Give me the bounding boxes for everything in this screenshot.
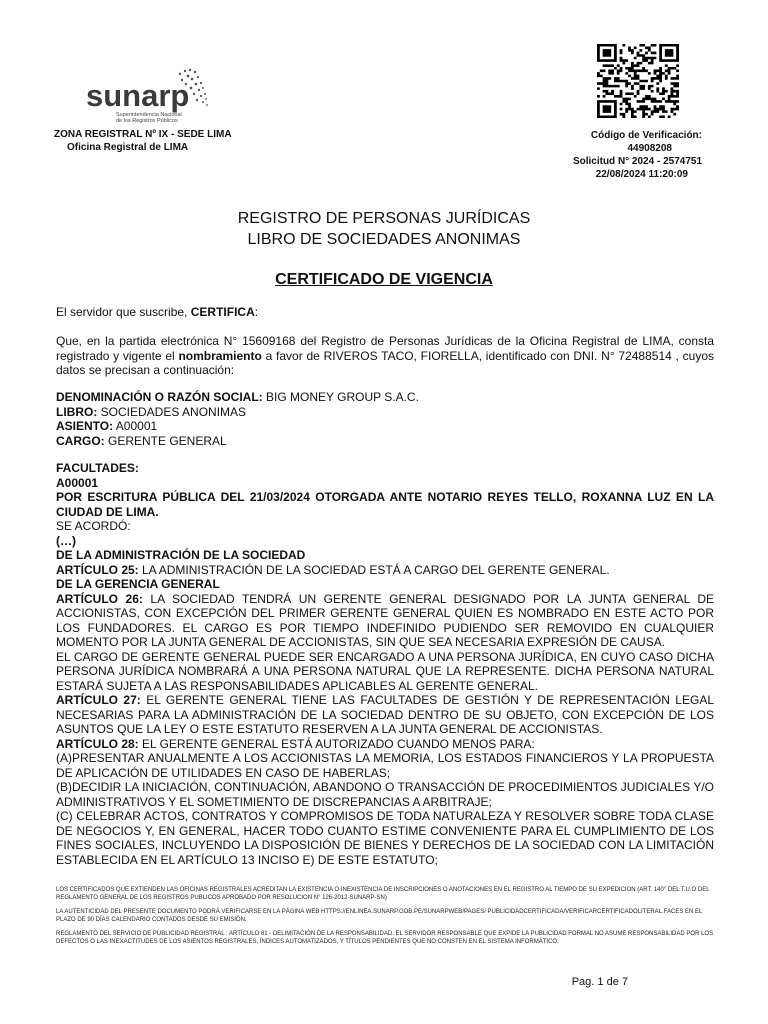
entry-row [56,419,714,434]
faculties-entry: A00001 [56,475,99,490]
article-26-label: ARTÍCULO 26: [56,591,143,606]
verification-block [573,129,702,181]
entry-value: A00001 [113,419,158,433]
nomination-text-a: Que, en la partida electrónica N° 15609168 del Registro de Personas Jurídicas de la Oficina Registral de LIMA, consta registrado y vigente el [56,334,714,363]
faculties-section [56,461,714,867]
deed-text: POR ESCRITURA PÚBLICA DEL 21/03/2024 OTORGADA ANTE NOTARIO REYES TELLO, ROXANNA LUZ EN LA CIUDAD DE LIMA. [56,490,714,519]
registry-title: REGISTRO DE PERSONAS JURÍDICAS [237,210,531,227]
article-28-item-c: (C) CELEBRAR ACTOS, CONTRATOS Y COMPROMISOS DE TODA NATURALEZA Y RESOLVER SOBRE TODA CLASE DE NEGOCIOS Y, EN GENERAL, HACER TODO CUANTO ESTIME CONVENIENTE PARA EL CUMPLIMIENTO DE LOS FINES SOCIALES, INCLUYENDO LA DISPOSICIÓN DE BIENES Y DERECHOS DE LA SOCIEDAD CON LA LIMITACIÓN ESTABLECIDA EN EL ARTÍCULO 13 INCISO E) DE ESTE ESTATUTO; [56,809,714,867]
book-title: LIBRO DE SOCIEDADES ANONIMAS [247,231,521,248]
denomination-row [56,390,714,405]
article-26-text: LA SOCIEDAD TENDRÁ UN GERENTE GENERAL DESIGNADO POR LA JUNTA GENERAL DE ACCIONISTAS, CON EXCEPCIÓN DEL PRIMER GERENTE GENERAL QUIEN ES NOMBRADO EN ESTE ACTO POR LOS FUNDADORES. EL CARGO ES POR TIEMPO INDEFINIDO PUDIENDO SER REMOVIDO EN CUALQUIER MOMENTO POR LA JUNTA GENERAL DE ACCIONISTAS, SIN QUE SEA NECESARIA EXPRESIÓN DE CAUSA. [56,591,714,649]
certifies-bold: CERTIFICA [190,305,255,319]
article-28 [56,737,714,752]
article-28-label: ARTÍCULO 28: [56,736,139,751]
article-27-label: ARTÍCULO 27: [56,693,141,707]
book-value: SOCIEDADES ANONIMAS [97,404,247,419]
position-label: CARGO: [56,433,105,448]
qr-code-icon [597,44,679,118]
logo-subtitle-1: Superintendencia Nacional [116,112,182,118]
request-number: Solicitud N° 2024 - 2574751 [572,156,702,167]
denomination-value: BIG MONEY GROUP S.A.C. [262,390,419,404]
gerencia-heading: DE LA GERENCIA GENERAL [56,577,220,591]
agreed-text: SE ACORDÓ: [56,519,131,533]
ellipsis-text: (…) [56,533,76,548]
article-28-item-a: (A)PRESENTAR ANUALMENTE A LOS ACCIONISTAS LA MEMORIA, LOS ESTADOS FINANCIEROS Y LA PROPUESTA DE APLICACIÓN DE UTILIDADES EN CASO DE HABERLAS; [56,751,714,780]
registry-zone: ZONA REGISTRAL Nº IX - SEDE LIMA [54,129,232,140]
nomination-bold: nombramiento [178,348,262,363]
position-value: GERENTE GENERAL [104,433,227,448]
issue-datetime: 22/08/2024 11:20:09 [595,169,688,180]
article-25 [56,563,714,578]
entry-label: ASIENTO: [56,419,114,433]
sunarp-logo [82,66,232,128]
footer-note-1: LOS CERTIFICADOS QUE EXTIENDEN LAS OFICINAS REGISTRALES ACREDITAN LA EXISTENCIA O INEXISTENCIA DE INSCRIPCIONES O ANOTACIONES EN EL REGISTRO AL TIEMPO DE SU EXPEDICION (ART. 140° DEL T.U.O DEL REGLAMENTO GENERAL DE LOS REGISTROS PUBLICOS APROBADO POR RESOLUCION N° 126-2012-SUNARP-SN) [56,887,710,901]
logo-subtitle-2: de los Registros Públicos [116,118,178,124]
company-details [56,390,714,448]
footer-note-2: LA AUTENTICIDAD DEL PRESENTE DOCUMENTO PODRÁ VERIFICARSE EN LA PÁGINA WEB HTTPS://ENLINEA.SUNARP.GOB.PE/SUNARPWEB/PAGES/ PUBLICIDADCERTIFICADA/VERIFICARCERTIFICADOLITERAL.FACES EN EL PLAZO DE 90 DÍAS CALENDARIO CONTADOS DESDE SU EMISIÓN. [56,909,703,923]
certificate-title: CERTIFICADO DE VIGENCIA [275,271,493,288]
article-27 [56,693,714,737]
article-26-paragraph-2: EL CARGO DE GERENTE GENERAL PUEDE SER ENCARGADO A UNA PERSONA JURÍDICA, EN CUYO CASO DICHA PERSONA JURÍDICA NOMBRARÁ A UNA PERSONA NATURAL QUE LA REPRESENTE. DICHA PERSONA NATURAL ESTARÁ SUJETA A LAS RESPONSABILIDADES APLICABLES AL GERENTE GENERAL. [56,649,714,693]
article-28-text: EL GERENTE GENERAL ESTÁ AUTORIZADO CUANDO MENOS PARA: [138,736,535,751]
registry-office: Oficina Registral de LIMA [67,142,189,153]
logo-wordmark: sunarp [86,78,190,113]
certifies-prefix: El servidor que suscribe, [56,305,191,319]
nomination-text-b: a favor de RIVEROS TACO, FIORELLA, identificado con DNI. N° 72488514 , cuyos datos se precisan a continuación: [56,348,715,377]
article-27-text: EL GERENTE GENERAL TIENE LAS FACULTADES DE GESTIÓN Y DE REPRESENTACIÓN LEGAL NECESARIAS PARA LA ADMINISTRACIÓN DE LA SOCIEDAD DENTRO DE SU OBJETO, CON EXCEPCIÓN DE LOS ASUNTOS QUE LA LEY O ESTE ESTATUTO RESERVEN A LA JUNTA GENERAL DE ACCIONISTAS. [56,693,714,736]
position-row [56,434,714,449]
verification-code: 44908208 [627,143,672,154]
footer-notes [56,886,716,946]
admin-heading: DE LA ADMINISTRACIÓN DE LA SOCIEDAD [56,548,306,562]
denomination-label: DENOMINACIÓN O RAZÓN SOCIAL: [56,390,263,404]
article-28-item-b: (B)DECIDIR LA INICIACIÓN, CONTINUACIÓN, ABANDONO O TRANSACCIÓN DE PROCEDIMIENTOS JUDICIALES Y/O ADMINISTRATIVOS Y EL SOMETIMIENTO DE DISCREPANCIAS A ARBITRAJE; [56,780,714,809]
article-26 [56,592,714,650]
article-25-label: ARTÍCULO 25: [56,562,139,577]
footer-note-3: REGLAMENTO DEL SERVICIO DE PUBLICIDAD REGISTRAL : ARTÍCULO 81 - DELIMITACIÓN DE LA RESPONSABILIDAD. EL SERVIDOR RESPONSABLE QUE EXPIDE LA PUBLICIDAD FORMAL NO ASUME RESPONSABILIDAD POR LOS DEFECTOS O LAS INEXACTITUDES DE LOS ASIENTOS REGISTRALES, ÍNDICES AUTOMATIZADOS, Y TÍTULOS PENDIENTES QUE NO CONSTEN EN EL SISTEMA INFORMÁTICO. [56,931,714,945]
page-number: Pag. 1 de 7 [571,976,628,988]
certifies-suffix: : [254,305,259,319]
nomination-paragraph [56,334,714,378]
book-label: LIBRO: [56,404,98,419]
book-row [56,405,714,420]
faculties-heading: FACULTADES: [56,461,139,475]
certifies-paragraph [56,305,714,320]
article-25-text: LA ADMINISTRACIÓN DE LA SOCIEDAD ESTÁ A CARGO DEL GERENTE GENERAL. [138,562,610,577]
verification-label: Código de Verificación: [590,130,702,141]
